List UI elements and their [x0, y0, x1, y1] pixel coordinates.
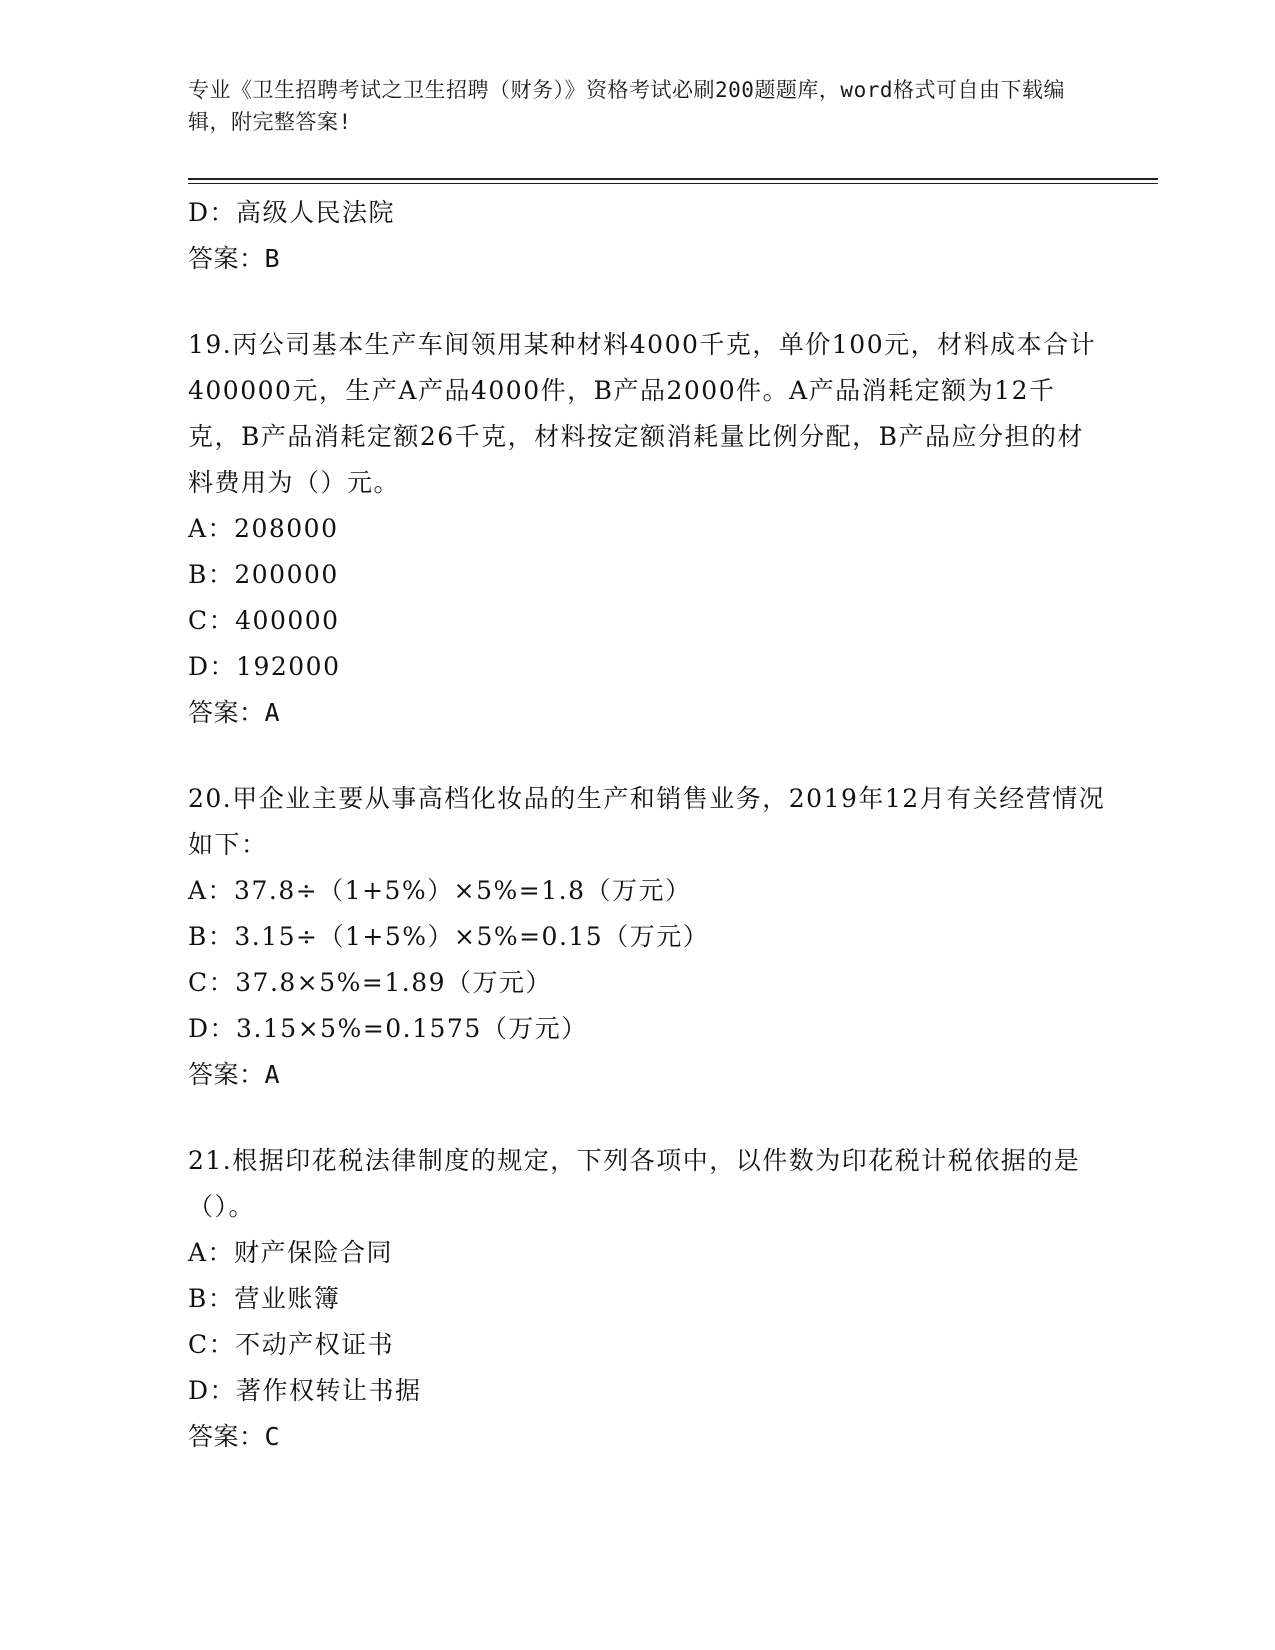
option-d: D：192000 [188, 652, 341, 681]
question-20 [188, 776, 1108, 1098]
option-d: D：高级人民法院 [188, 198, 396, 227]
option-c: C：不动产权证书 [188, 1330, 395, 1359]
option-d: D：3.15×5%=0.1575（万元） [188, 1014, 588, 1043]
question-stem: 19.丙公司基本生产车间领用某种材料4000千克，单价100元，材料成本合计400000元，生产A产品4000件，B产品2000件。A产品消耗定额为12千克，B产品消耗定额26千克，材料按定额消耗量比例分配，B产品应分担的材料费用为（）元。 [188, 330, 1097, 497]
option-c: C：37.8×5%=1.89（万元） [188, 968, 553, 997]
question-stem: 21.根据印花税法律制度的规定，下列各项中，以件数为印花税计税依据的是（）。 [188, 1146, 1081, 1221]
option-a: A：208000 [188, 514, 339, 543]
header-divider-thick [188, 178, 1158, 180]
option-d: D：著作权转让书据 [188, 1376, 422, 1405]
option-a: A：37.8÷（1+5%）×5%=1.8（万元） [188, 876, 692, 905]
answer: 答案：C [188, 1422, 281, 1451]
document-body [188, 190, 1108, 1500]
answer: 答案：A [188, 1060, 281, 1089]
question-21 [188, 1138, 1108, 1460]
option-c: C：400000 [188, 606, 340, 635]
question-19 [188, 322, 1108, 736]
option-b: B：营业账簿 [188, 1284, 341, 1313]
page-header: 专业《卫生招聘考试之卫生招聘（财务）》资格考试必刷200题题库，word格式可自由下载编辑，附完整答案! [188, 78, 1065, 134]
header-divider-thin [188, 183, 1158, 184]
question-stem: 20.甲企业主要从事高档化妆品的生产和销售业务，2019年12月有关经营情况如下： [188, 784, 1106, 859]
previous-question-tail [188, 190, 1108, 282]
option-a: A：财产保险合同 [188, 1238, 394, 1267]
answer: 答案：B [188, 244, 281, 273]
option-b: B：3.15÷（1+5%）×5%=0.15（万元） [188, 922, 710, 951]
option-b: B：200000 [188, 560, 339, 589]
answer: 答案：A [188, 698, 281, 727]
